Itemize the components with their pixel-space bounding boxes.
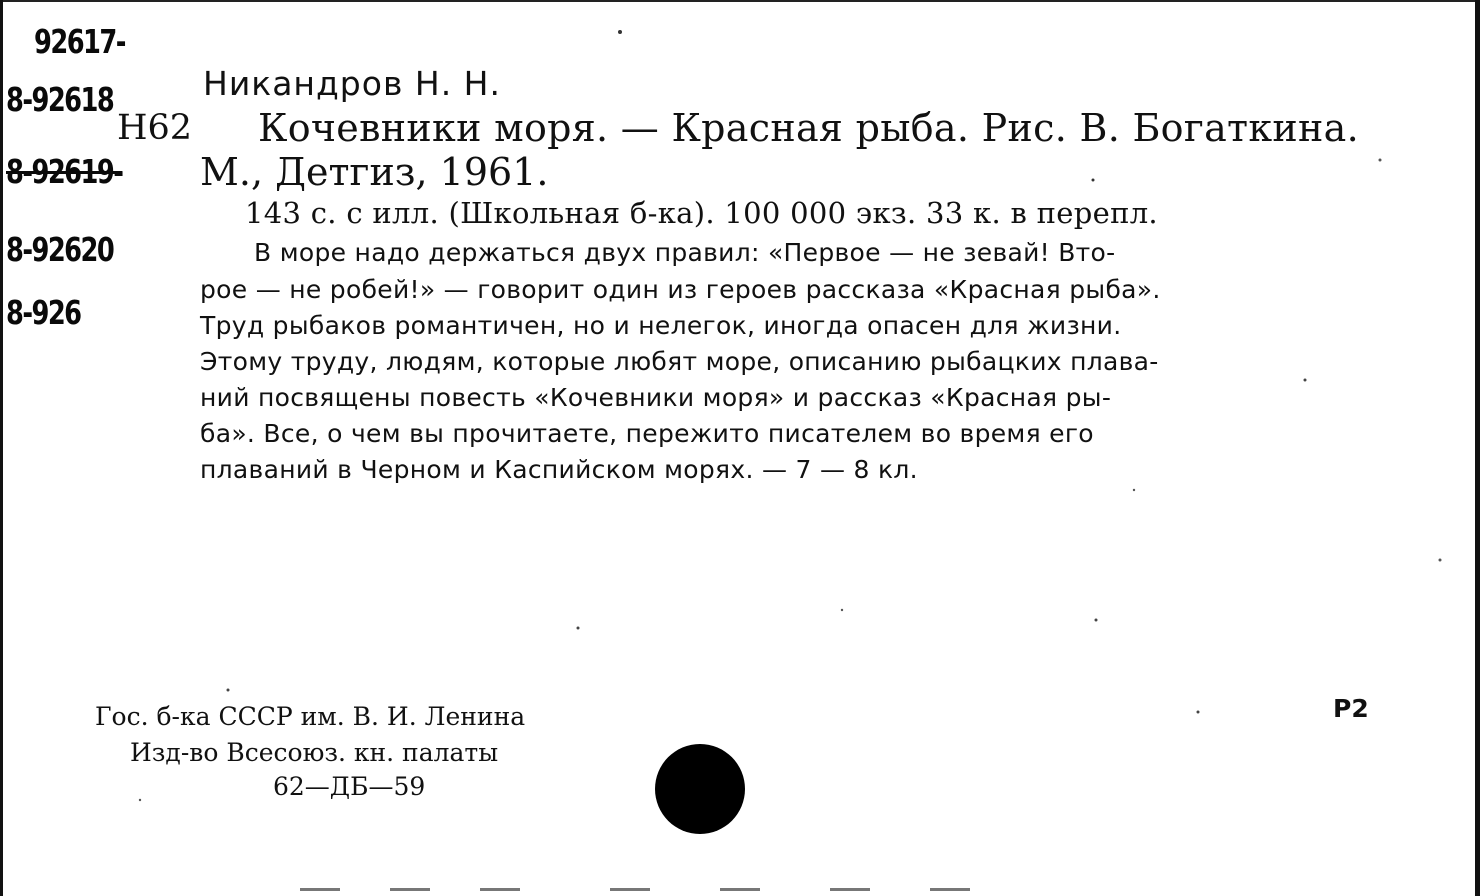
inventory-number: 8-92618 [6, 80, 114, 119]
imprint: М., Детгиз, 1961. [200, 150, 549, 194]
inventory-number: 8-92620 [6, 230, 114, 269]
publisher-imprint: Изд-во Всесоюз. кн. палаты [130, 738, 499, 767]
annotation-line: ний посвящены повесть «Кочевники моря» и рассказ «Красная ры- [200, 383, 1112, 412]
class-mark: Н62 [117, 108, 193, 148]
author-heading: Никандров Н. Н. [203, 64, 501, 103]
inventory-number: 8-926 [6, 293, 81, 332]
annotation-line: Труд рыбаков романтичен, но и нелегок, иногда опасен для жизни. [200, 311, 1122, 340]
library-imprint: Гос. б-ка СССР им. В. И. Ленина [95, 702, 526, 731]
inventory-number: 92617- [34, 22, 125, 61]
book-title: Кочевники моря. — Красная рыба. Рис. В. Богаткина. [258, 106, 1359, 150]
print-mark: Р2 [1333, 694, 1369, 723]
annotation-line: рое — не робей!» — говорит один из героев рассказа «Красная рыба». [200, 275, 1161, 304]
inventory-number: 8-92619- [6, 152, 123, 191]
collation: 143 с. с илл. (Школьная б-ка). 100 000 экз. 33 к. в перепл. [245, 196, 1158, 230]
card-code: 62—ДБ—59 [273, 772, 426, 801]
annotation-line: Этому труду, людям, которые любят море, описанию рыбацких плава- [200, 347, 1159, 376]
annotation-line: В море надо держаться двух правил: «Первое — не зевай! Вто- [254, 238, 1116, 267]
annotation-line: плаваний в Черном и Каспийском морях. — 7 — 8 кл. [200, 455, 918, 484]
annotation-line: ба». Все, о чем вы прочитаете, пережито писателем во время его [200, 419, 1094, 448]
